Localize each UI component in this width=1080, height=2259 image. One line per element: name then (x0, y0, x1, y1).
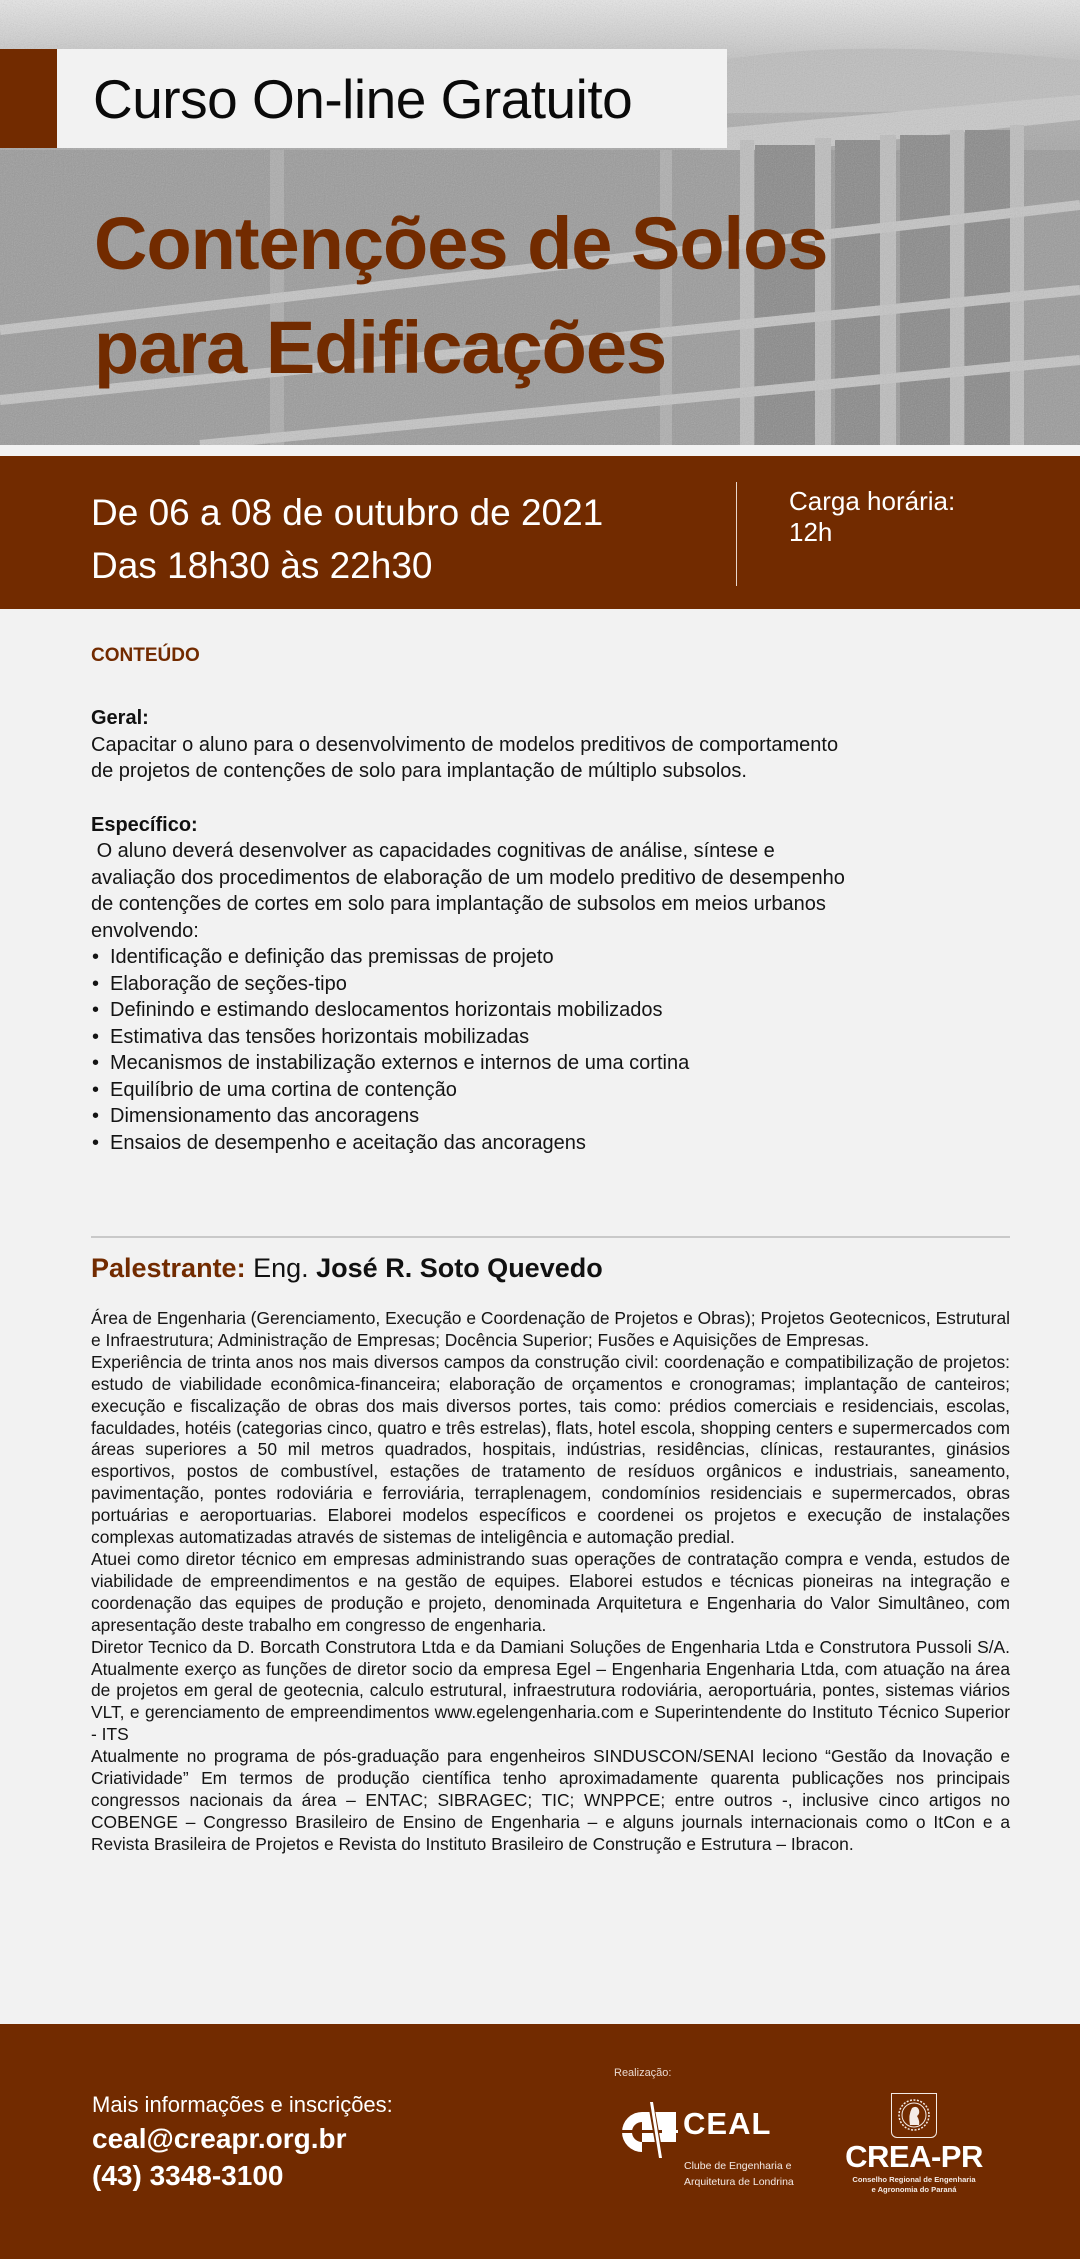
general-objective-text: Capacitar o aluno para o desenvolvimento de modelos preditivos de comportamento de projetos de contenções de solo para implantação de múltiplo subsolos. (91, 733, 839, 782)
crea-emblem-icon (891, 2093, 937, 2138)
specific-objective-label: Específico: (91, 813, 198, 836)
workload-value: 12h (789, 517, 833, 547)
topic-item: • Mecanismos de instabilização externos e internos de uma cortina (91, 1050, 1011, 1077)
topic-item: • Dimensionamento das ancoragens (91, 1103, 1011, 1130)
bullet-icon: • (92, 1025, 100, 1048)
general-objective-label: Geral: (91, 707, 149, 729)
topic-item: • Definindo e estimando deslocamentos horizontais mobilizados (91, 997, 1011, 1024)
speaker-label: Palestrante: (91, 1253, 246, 1283)
course-type-label: Curso On-line Gratuito (93, 67, 633, 130)
crea-name: CREA-PR (845, 2139, 983, 2174)
hero-accent-bar (0, 49, 57, 148)
schedule-divider (736, 482, 737, 586)
schedule-dates (91, 486, 603, 592)
speaker-bio (91, 1308, 1010, 1856)
bio-paragraph: Área de Engenharia (Gerenciamento, Execução e Coordenação de Projetos e Obras); Projetos Geotecnicos, Estrutural e Infraestrutura; Administração de Empresas; Docência Superior; Fusões e Aquisições de Empresas. (91, 1308, 1010, 1350)
ceal-emblem-icon (612, 2102, 680, 2164)
footer (0, 2024, 1080, 2259)
bullet-icon: • (92, 1078, 100, 1101)
content-heading: CONTEÚDO (91, 645, 200, 666)
workload-label: Carga horária: (789, 486, 956, 516)
topic-item: • Identificação e definição das premissas de projeto (91, 944, 1011, 971)
topic-list (91, 944, 1011, 1156)
crea-subtitle: Conselho Regional de Engenharia e Agronomia do Paraná (852, 2175, 976, 2194)
bullet-icon: • (92, 1105, 100, 1127)
contact-email[interactable]: ceal@creapr.org.br (92, 2123, 347, 2154)
contact-info (92, 2090, 393, 2194)
bullet-icon: • (92, 1052, 100, 1074)
bio-paragraph: Atuei como diretor técnico em empresas administrando suas operações de contratação compra e venda, estudos de viabilidade de empreendimentos e na gestão de equipes. Elaborei estudos e técnicas pioneiras na integração e coordenação das equipes de produção e projeto, denominada Arquitetura e Engenharia do Valor Simultâneo, com apresentação deste trabalho em congresso de engenharia. (91, 1548, 1010, 1635)
course-title (94, 192, 1054, 400)
section-divider (91, 1236, 1010, 1238)
bio-paragraph: Diretor Tecnico da D. Borcath Construtora Ltda e da Damiani Soluções de Engenharia Ltda e Construtora Pussoli S/A. Atualmente exerço as funções de diretor socio da empresa Egel – Engenharia Engenharia Ltda, com atuação na área de projetos em geral de geotecnia, calculo estrutural, infraestrutura rodoviária, aeroportuária, pontes, sistemas viários VLT, e gerenciamento de empreendimentos www.egelengenharia.com e Superintendente do Instituto Técnico Superior - ITS (91, 1636, 1010, 1745)
crea-pr-logo (838, 2092, 990, 2192)
course-title-line-1: Contenções de Solos (94, 202, 828, 285)
topic-item: • Estimativa das tensões horizontais mobilizadas (91, 1024, 1011, 1051)
specific-objective-text: O aluno deverá desenvolver as capacidades cognitivas de análise, síntese e avaliação dos procedimentos de elaboração de um modelo preditivo de desempenho de contenções de cortes em solo para implantação de subsolos em meios urbanos envolvendo: (91, 840, 851, 942)
hero-banner (0, 0, 1080, 445)
topic-item: • Elaboração de seções-tipo (91, 971, 1011, 998)
bullet-icon: • (92, 1131, 100, 1154)
ceal-name: CEAL (683, 2106, 772, 2141)
speaker-name: José R. Soto Quevedo (316, 1253, 603, 1283)
date-range: De 06 a 08 de outubro de 2021 (91, 492, 604, 533)
course-title-line-2: para Edificações (94, 306, 667, 389)
ceal-subtitle: Clube de Engenharia e Arquitetura de Londrina (684, 2160, 794, 2188)
bio-paragraph: Experiência de trinta anos nos mais diversos campos da construção civil: coordenação e compatibilização de projetos: estudo de viabilidade econômica-financeira; elaboração de orçamentos e cronogramas; implantação de canteiros; execução e fiscalização de obras dos mais diversos portes, tais como: prédios comerciais e residenciais, escolas, faculdades, hotéis (categorias cinco, quatro e três estrelas), flats, hotel escola, shopping centers e supermercados com áreas superiores a 50 mil metros quadrados, hospitais, indústrias, residências, clínicas, restaurantes, ginásios esportivos, postos de combustível, estações de tratamento de resíduos orgânicos e industriais, saneamento, pavimentação, pontes rodoviária e ferroviária, terraplenagem, condomínios residenciais e supermercados, obras portuárias e aeroportuarias. Elaborei modelos específicos e coordenei os projetos e execução de instalações complexas automatizadas através de sistemas de inteligência e automação predial. (91, 1351, 1010, 1548)
bullet-icon: • (92, 972, 100, 995)
speaker-heading (91, 1248, 603, 1288)
contact-label: Mais informações e inscrições: (92, 2092, 393, 2117)
ceal-logo (612, 2102, 792, 2192)
topic-item: • Equilíbrio de uma cortina de contenção (91, 1077, 1011, 1104)
bullet-icon: • (92, 946, 100, 968)
bullet-icon: • (92, 999, 100, 1021)
organizer-label: Realização: (614, 2067, 672, 2079)
workload (789, 486, 955, 548)
topic-item: • Ensaios de desempenho e aceitação das ancoragens (91, 1130, 1011, 1157)
contact-phone[interactable]: (43) 3348-3100 (92, 2160, 284, 2191)
content-section (91, 643, 1011, 1156)
time-range: Das 18h30 às 22h30 (91, 545, 433, 586)
course-type-label-box (57, 49, 727, 148)
schedule-band (0, 456, 1080, 609)
speaker-title: Eng. (253, 1253, 309, 1283)
bio-paragraph: Atualmente no programa de pós-graduação para engenheiros SINDUSCON/SENAI leciono “Gestão da Inovação e Criatividade” Em termos de produção científica tenho aproximadamente quarenta publicações nos principais congressos nacionais da área – ENTAC; SIBRAGEC; TIC; WNPPCE; entre outros -, inclusive cinco artigos no COBENGE – Congresso Brasileiro de Ensino de Engenharia – e alguns journals internacionais como o ItCon e a Revista Brasileira de Projetos e Revista do Instituto Brasileiro de Construção e Estrutura – Ibracon. (91, 1746, 1010, 1854)
